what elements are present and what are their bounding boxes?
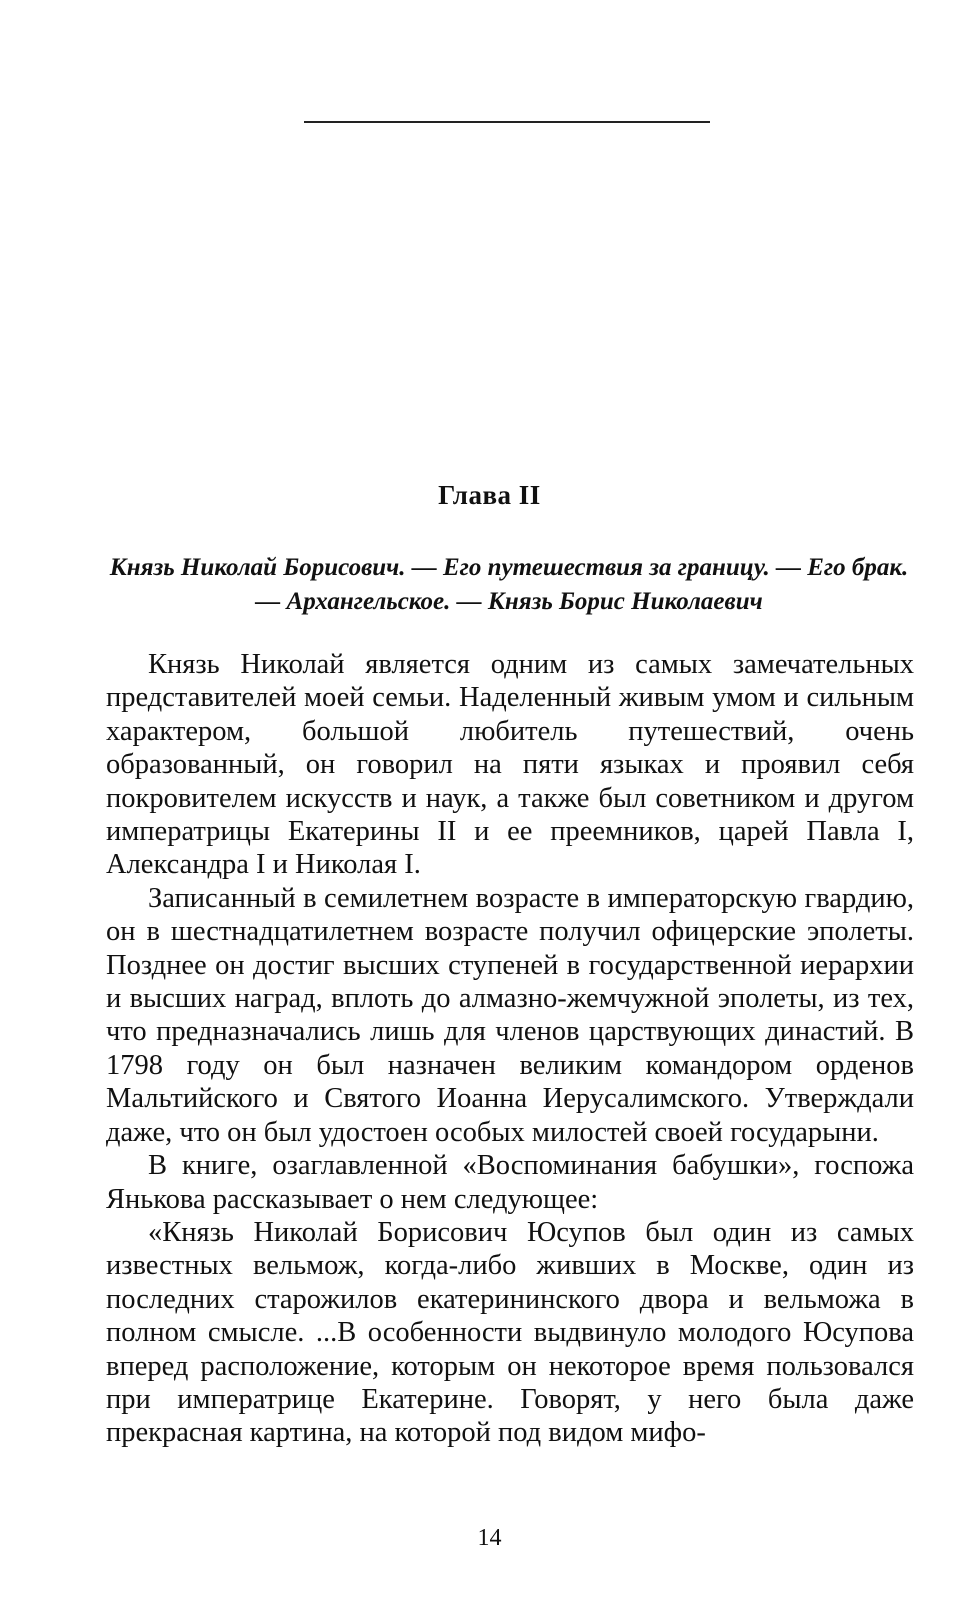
paragraph-4: «Князь Николай Борисович Юсупов был один из самых известных вельмож, когда-либо живших в Москве, один из последних старожилов екатерининского двора и вельможа в полном смысле. ...В особенности выдвинуло молодого Юсупова вперед расположение, которым он некоторое время пользовался при императрице Екатерине. Говорят, у него была даже прекрасная картина, на которой под видом мифо- bbox=[106, 1216, 914, 1449]
page-number: 14 bbox=[477, 1525, 502, 1551]
top-rule bbox=[304, 121, 710, 123]
paragraph-3: В книге, озаглавленной «Воспоминания бабушки», госпожа Янькова рассказывает о нем следующее: bbox=[106, 1150, 914, 1215]
chapter-subtitle: Князь Николай Борисович. — Его путешествия за границу. — Его брак. — Архангельское. — Князь Борис Николаевич bbox=[109, 554, 909, 615]
chapter-title: Глава II bbox=[438, 480, 541, 510]
paragraph-2: Записанный в семилетнем возрасте в императорскую гвардию, он в шестнадцатилетнем возрасте получил офицерские эполеты. Позднее он достиг высших ступеней в государственной иерархии и высших наград, вплоть до алмазно-жемчужной эполеты, из тех, что предназначались лишь для членов царствующих династий. В 1798 году он был назначен великим командором орденов Мальтийского и Святого Иоанна Иерусалимского. Утверждали даже, что он был удостоен особых милостей своей государыни. bbox=[106, 882, 914, 1148]
body-text bbox=[106, 648, 914, 1450]
paragraph-1: Князь Николай является одним из самых замечательных представителей моей семьи. Наделенный живым умом и сильным характером, большой любитель путешествий, очень образованный, он говорил на пяти языках и проявил себя покровителем искусств и наук, а также был советником и другом императрицы Екатерины II и ее преемников, царей Павла I, Александра I и Николая I. bbox=[106, 649, 914, 881]
